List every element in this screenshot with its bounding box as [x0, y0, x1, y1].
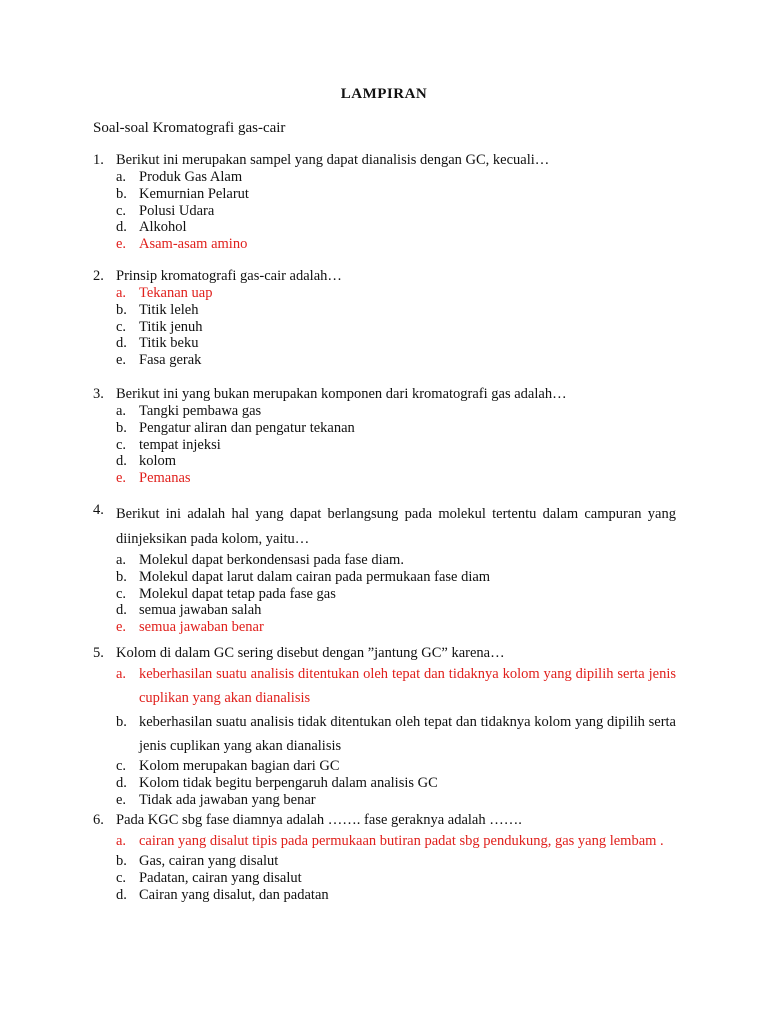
option-b: b. Gas, cairan yang disalut [116, 853, 279, 869]
question-number: 2. [93, 268, 104, 284]
option-a: a. Produk Gas Alam [116, 169, 243, 185]
option-b: b. Kemurnian Pelarut [116, 185, 249, 202]
question-2 [93, 268, 676, 369]
question-number: 6. [93, 812, 104, 828]
option-d: d. semua jawaban salah [116, 602, 262, 619]
question-text: Berikut ini adalah hal yang dapat berlangsung pada molekul tertentu dalam campuran yang diinjeksikan pada kolom, yaitu… [116, 506, 676, 547]
option-e-correct: e. Pemanas [116, 470, 191, 487]
option-d: d. Kolom tidak begitu berpengaruh dalam analisis GC [116, 774, 438, 791]
option-a-correct: a. cairan yang disalut tipis pada permukaan butiran padat sbg pendukung, gas yang lembam . [116, 833, 664, 849]
option-e-correct: e. semua jawaban benar [116, 619, 264, 636]
option-d: d. kolom [116, 453, 177, 470]
option-e: e. Fasa gerak [116, 352, 202, 369]
option-a: a. Tangki pembawa gas [116, 403, 262, 419]
question-number: 1. [93, 152, 104, 168]
option-b: b. keberhasilan suatu analisis tidak ditentukan oleh tepat dan tidaknya kolom yang dipilih serta jenis cuplikan yang akan dianalisis [116, 714, 676, 754]
option-b: b. Titik leleh [116, 301, 199, 318]
option-c: c. Kolom merupakan bagian dari GC [116, 758, 340, 774]
option-c: c. Titik jenuh [116, 318, 203, 335]
question-text: Berikut ini merupakan sampel yang dapat dianalisis dengan GC, kecuali… [116, 152, 550, 168]
question-number: 4. [93, 502, 104, 518]
option-e-correct: e. Asam-asam amino [116, 236, 248, 253]
option-e: e. Tidak ada jawaban yang benar [116, 791, 316, 808]
option-d: d. Titik beku [116, 335, 199, 352]
question-5 [93, 645, 676, 808]
question-number: 3. [93, 386, 104, 402]
option-b: b. Molekul dapat larut dalam cairan pada permukaan fase diam [116, 568, 491, 585]
question-text: Pada KGC sbg fase diamnya adalah ……. fase geraknya adalah ……. [116, 812, 522, 828]
option-c: c. Polusi Udara [116, 202, 215, 219]
option-c: c. Molekul dapat tetap pada fase gas [116, 585, 336, 602]
option-b: b. Pengatur aliran dan pengatur tekanan [116, 419, 355, 436]
question-6 [93, 812, 676, 903]
option-c: c. Padatan, cairan yang disalut [116, 869, 302, 886]
page-subtitle: Soal-soal Kromatografi gas-cair [93, 120, 286, 136]
question-3 [93, 386, 676, 487]
page-title: LAMPIRAN [340, 86, 428, 102]
option-d: d. Alkohol [116, 219, 187, 236]
option-c: c. tempat injeksi [116, 436, 221, 453]
option-a: a. Molekul dapat berkondensasi pada fase diam. [116, 552, 404, 568]
question-text: Prinsip kromatografi gas-cair adalah… [116, 268, 342, 284]
option-a-correct: a. Tekanan uap [116, 285, 213, 301]
question-1 [93, 152, 676, 253]
option-a-correct: a. keberhasilan suatu analisis ditentukan oleh tepat dan tidaknya kolom yang dipilih serta jenis cuplikan yang akan dianalisis [116, 666, 676, 706]
question-4 [93, 502, 676, 636]
question-text: Berikut ini yang bukan merupakan komponen dari kromatografi gas adalah… [116, 386, 567, 402]
question-text: Kolom di dalam GC sering disebut dengan ”jantung GC” karena… [116, 645, 505, 661]
option-d: d. Cairan yang disalut, dan padatan [116, 886, 329, 903]
question-number: 5. [93, 645, 104, 661]
